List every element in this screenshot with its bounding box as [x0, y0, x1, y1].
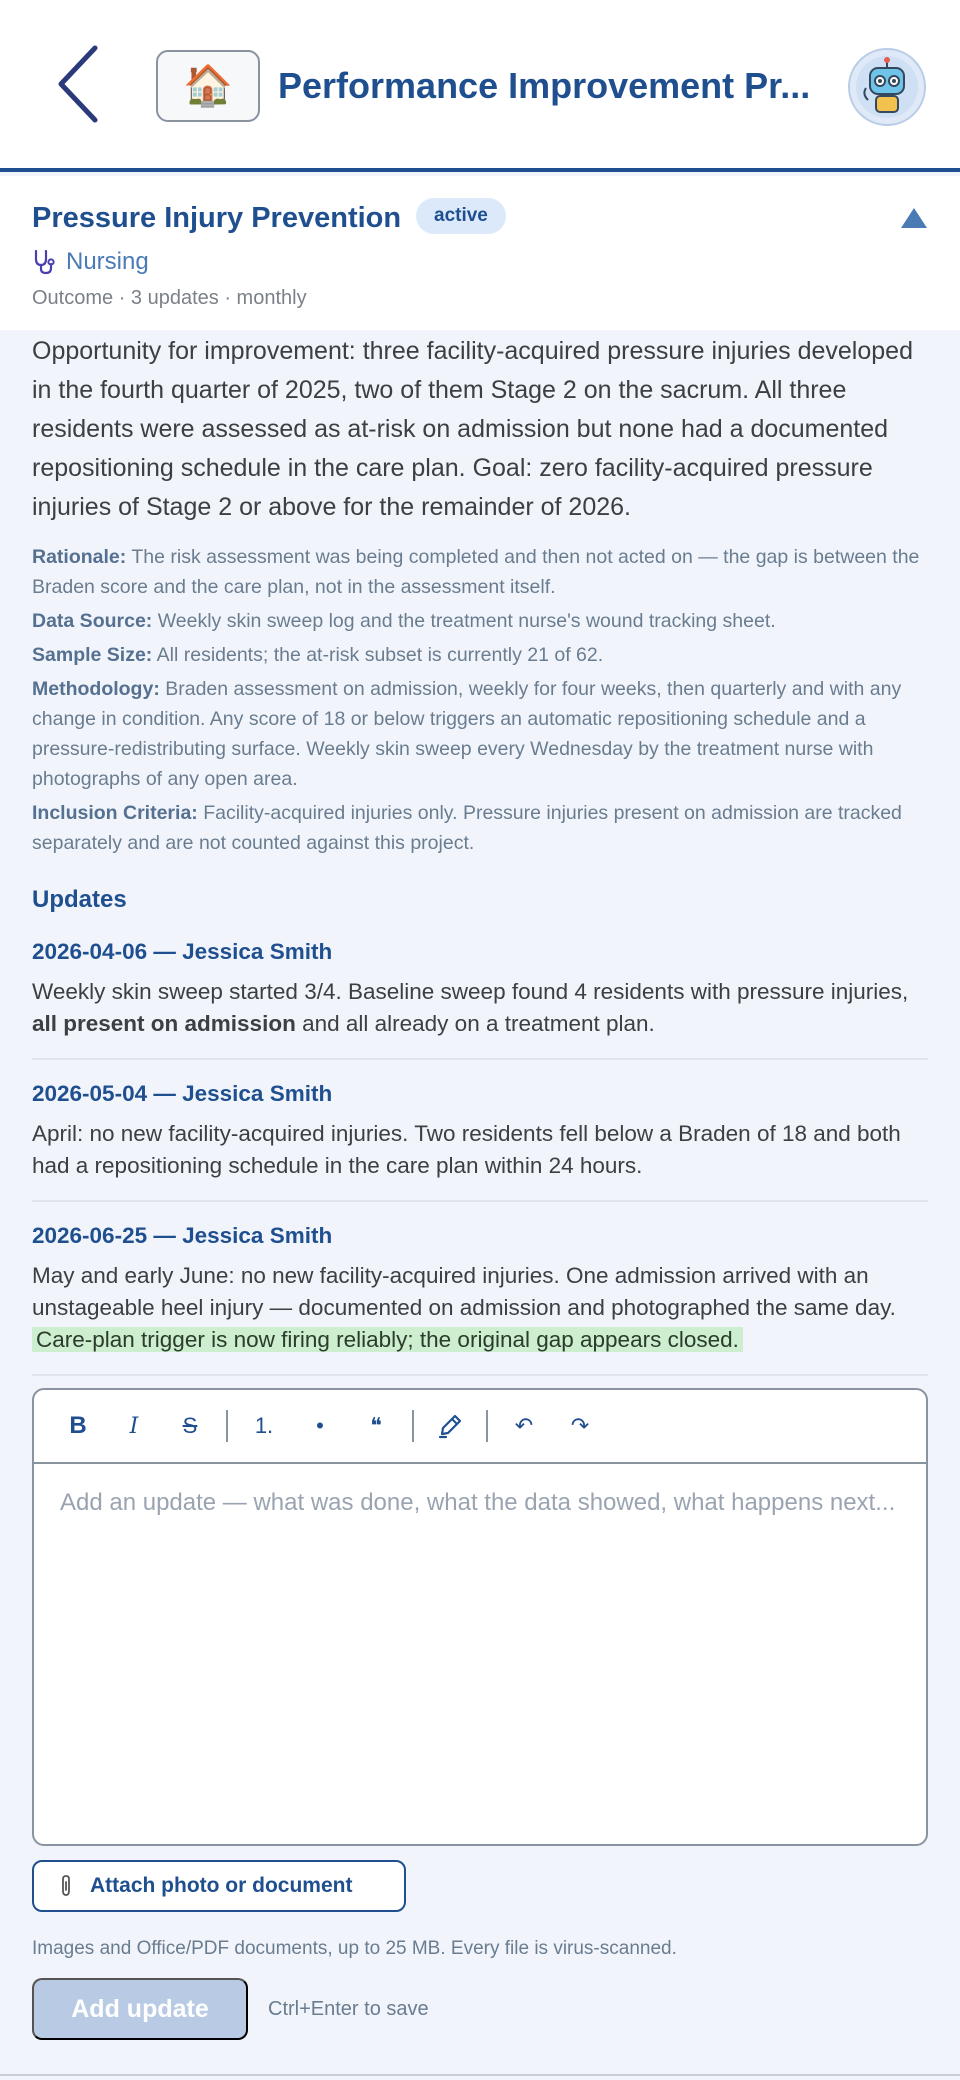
update-header — [32, 1220, 928, 1252]
bottom-divider — [0, 2074, 960, 2076]
detail-label: Inclusion Criteria: — [32, 802, 198, 824]
updates-list — [32, 936, 928, 1394]
home-button[interactable] — [156, 50, 260, 122]
page-title: Performance Improvement Pr... — [278, 65, 811, 106]
marker-icon — [437, 1413, 463, 1439]
save-shortcut-hint: Ctrl+Enter to save — [268, 1998, 429, 2020]
avatar[interactable] — [848, 48, 926, 126]
italic-button[interactable]: I — [129, 1413, 139, 1439]
house-icon: 🏠 — [183, 63, 233, 109]
project-details — [32, 542, 932, 862]
toolbar-divider — [486, 1410, 488, 1442]
detail-label: Data Source: — [32, 610, 153, 632]
update-author: Jessica Smith — [182, 1223, 333, 1248]
detail-label: Methodology: — [32, 678, 160, 700]
update-item — [32, 1078, 928, 1202]
updates-heading: Updates — [32, 886, 127, 913]
detail-data-source — [32, 606, 932, 636]
department-label: Nursing — [66, 248, 149, 275]
detail-methodology — [32, 674, 932, 794]
toolbar-divider — [412, 1410, 414, 1442]
update-date: 2026-06-25 — [32, 1223, 148, 1248]
strikethrough-button[interactable]: S — [182, 1413, 198, 1438]
update-header — [32, 1078, 928, 1110]
update-text-part: Weekly skin sweep started 3/4. Baseline sweep found 4 residents with pressure injuries, — [32, 979, 909, 1004]
toolbar-divider — [226, 1410, 228, 1442]
editor-toolbar — [34, 1390, 926, 1464]
detail-label: Rationale: — [32, 546, 127, 568]
bold-button[interactable]: B — [69, 1412, 87, 1439]
bullet-list-button[interactable]: • — [316, 1413, 324, 1438]
add-update-button[interactable]: Add update — [32, 1978, 248, 2040]
back-button[interactable] — [40, 36, 118, 132]
attach-hint: Images and Office/PDF documents, up to 25 MB. Every file is virus-scanned. — [32, 1938, 677, 1959]
update-editor — [32, 1388, 928, 1846]
project-title: Pressure Injury Prevention — [32, 202, 402, 234]
update-text — [32, 1260, 928, 1356]
update-text-part: April: no new facility-acquired injuries. Two residents fell below a Braden of 18 and both had a repositioning schedule in the care plan within 24 hours. — [32, 1121, 901, 1178]
detail-value: Braden assessment on admission, weekly for four weeks, then quarterly and with any change in condition. Any score of 18 or below triggers an automatic repositioning schedule and a pressure-redistributing surface. Weekly skin sweep every Wednesday by the treatment nurse with photographs of any open area. — [32, 678, 902, 790]
collapse-toggle-button[interactable] — [900, 206, 928, 234]
detail-value: All residents; the at-risk subset is currently 21 of 62. — [156, 644, 604, 666]
undo-button[interactable]: ↶ — [514, 1413, 534, 1438]
update-text-highlight: Care-plan trigger is now firing reliably; the original gap appears closed. — [32, 1327, 743, 1352]
attach-button-label: Attach photo or document — [90, 1874, 353, 1897]
detail-inclusion-criteria — [32, 798, 932, 858]
detail-value: Weekly skin sweep log and the treatment nurse's wound tracking sheet. — [157, 610, 776, 632]
app-header — [0, 0, 960, 172]
robot-avatar-icon — [854, 54, 920, 120]
detail-value: Facility-acquired injuries only. Pressure injuries present on admission are tracked separately and are not counted against this project. — [32, 802, 902, 854]
ordered-list-button[interactable]: 1. — [254, 1413, 274, 1438]
update-text-bold: all present on admission — [32, 1011, 296, 1036]
update-separator: — — [147, 1081, 183, 1106]
update-header — [32, 936, 928, 968]
highlight-button[interactable] — [422, 1398, 478, 1454]
triangle-up-icon — [900, 206, 928, 230]
update-date: 2026-05-04 — [32, 1081, 148, 1106]
paperclip-icon — [58, 1874, 74, 1898]
update-date: 2026-04-06 — [32, 939, 148, 964]
attach-button[interactable] — [32, 1860, 406, 1912]
redo-button[interactable]: ↷ — [570, 1413, 590, 1438]
chevron-left-icon — [55, 42, 103, 126]
detail-sample-size — [32, 640, 932, 670]
department — [32, 244, 149, 280]
update-author: Jessica Smith — [182, 939, 333, 964]
update-separator: — — [147, 1223, 183, 1248]
update-text — [32, 1118, 928, 1182]
update-text-input[interactable]: Add an update — what was done, what the data showed, what happens next... — [60, 1489, 896, 1516]
quote-button[interactable]: ❝ — [370, 1413, 382, 1438]
detail-label: Sample Size: — [32, 644, 153, 666]
update-text-part: May and early June: no new facility-acquired injuries. One admission arrived with an unstageable heel injury — documented on admission and photographed the same day. — [32, 1263, 896, 1320]
detail-value: The risk assessment was being completed and then not acted on — the gap is between the Braden score and the care plan, not in the assessment itself. — [32, 546, 920, 598]
update-separator: — — [147, 939, 183, 964]
update-item — [32, 936, 928, 1060]
update-item — [32, 1220, 928, 1376]
status-badge: active — [416, 198, 506, 234]
update-text-part: and all already on a treatment plan. — [295, 1011, 655, 1036]
project-meta: Outcome · 3 updates · monthly — [32, 287, 307, 309]
project-header — [0, 176, 960, 330]
update-author: Jessica Smith — [182, 1081, 333, 1106]
project-description: Opportunity for improvement: three facility-acquired pressure injuries developed in the fourth quarter of 2025, two of them Stage 2 on the sacrum. All three residents were assessed as at-risk on admission but none had a documented repositioning schedule in the care plan. Goal: zero facility-acquired pressure injuries of Stage 2 or above for the remainder of 2026. — [32, 337, 913, 521]
update-text — [32, 976, 928, 1040]
detail-rationale — [32, 542, 932, 602]
stethoscope-icon — [32, 249, 56, 275]
